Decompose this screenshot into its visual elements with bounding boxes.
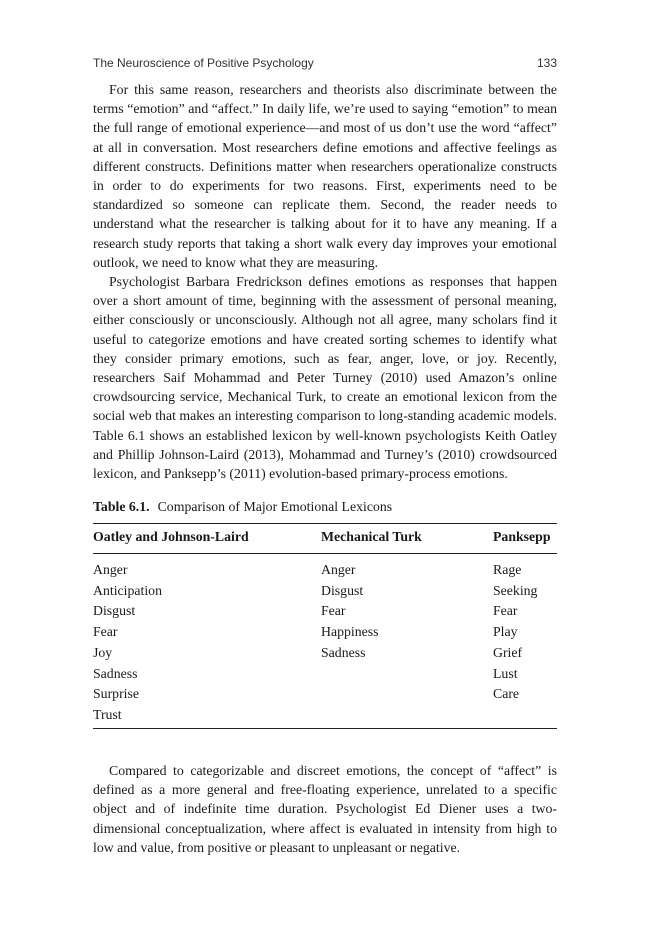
emotional-lexicons-table bbox=[93, 497, 557, 729]
table-row bbox=[93, 664, 557, 685]
column-header: Mechanical Turk bbox=[321, 524, 493, 554]
paragraph: Compared to categorizable and discreet emotions, the concept of “affect” is defined as a more general and free-floating experience, unrelated to a specific object and of indefinite time duration. Psychologist Ed Diener uses a two-dimensional conceptualization, where affect is evaluated in intensity from high to low and value, from positive or pleasant to unpleasant or negative. bbox=[93, 763, 557, 855]
table-cell: Fear bbox=[321, 603, 346, 619]
column-header: Panksepp bbox=[493, 524, 557, 554]
table-cell: Care bbox=[493, 686, 520, 702]
table-header-row bbox=[93, 524, 557, 554]
table-row bbox=[93, 581, 557, 602]
table-cell: Anger bbox=[321, 562, 356, 577]
table-cell: Fear bbox=[93, 624, 118, 640]
page-number: 133 bbox=[536, 56, 557, 70]
table-row bbox=[93, 705, 557, 728]
table-row bbox=[93, 554, 557, 581]
table-caption-number: Table 6.1. bbox=[93, 499, 150, 514]
table-cell: Trust bbox=[93, 706, 122, 722]
table-cell: Sadness bbox=[93, 665, 138, 681]
body-text-top bbox=[93, 80, 557, 483]
table-cell bbox=[321, 664, 493, 685]
lexicon-table bbox=[93, 523, 557, 729]
table-row bbox=[93, 601, 557, 622]
table-cell: Sadness bbox=[321, 644, 366, 660]
table-row bbox=[93, 684, 557, 705]
running-head bbox=[93, 56, 557, 70]
table-row bbox=[93, 643, 557, 664]
table-caption bbox=[93, 497, 557, 517]
table-cell: Anticipation bbox=[93, 582, 162, 598]
table-cell: Grief bbox=[493, 644, 523, 660]
table-cell: Lust bbox=[493, 665, 518, 681]
paragraph: For this same reason, researchers and theorists also discriminate between the terms “emotion” and “affect.” In daily life, we’re used to saying “emotion” to mean the full range of emotional experience—and most of us don’t use the word “affect” at all in conversation. Most researchers define emotions and affective feelings as different constructs. Definitions matter when researchers operationalize constructs in order to do experiments for two reasons. First, experiments need to be standardized so someone can replicate them. Second, the reader needs to understand what the researcher is talking about for it to have any meaning. If a research study reports that taking a short walk every day improves your emotional outlook, we need to know what they are measuring. bbox=[93, 82, 557, 270]
table-cell bbox=[321, 705, 493, 728]
table-cell: Fear bbox=[493, 603, 518, 619]
table-cell bbox=[493, 705, 557, 728]
table-caption-title: Comparison of Major Emotional Lexicons bbox=[157, 499, 393, 514]
table-cell: Play bbox=[493, 624, 518, 640]
table-cell: Joy bbox=[93, 644, 113, 660]
table-cell: Rage bbox=[493, 562, 522, 577]
table-cell: Disgust bbox=[93, 603, 136, 619]
table-cell: Anger bbox=[93, 562, 128, 577]
table-cell bbox=[321, 684, 493, 705]
paragraph: Psychologist Barbara Fredrickson defines emotions as responses that happen over a short amount of time, beginning with the assessment of personal meaning, either consciously or unconsciously. Although not all agree, many scholars find it useful to categorize emotions and have created sorting schemes to identify what they consider primary emotions, such as fear, anger, love, or joy. Recently, researchers Saif Mohammad and Peter Turney (2010) used Amazon’s online crowdsourcing service, Mechanical Turk, to create an emotional lexicon from the social web that makes an interesting comparison to long-standing academic models. Table 6.1 shows an established lexicon by well-known psychologists Keith Oatley and Phillip Johnson-Laird (2013), Mohammad and Turney’s (2010) crowdsourced lexicon, and Panksepp’s (2011) evolution-based primary-process emotions. bbox=[93, 274, 557, 482]
table-cell: Happiness bbox=[321, 624, 379, 640]
table-cell: Seeking bbox=[493, 582, 538, 598]
running-title: The Neuroscience of Positive Psychology bbox=[93, 56, 314, 70]
body-text-bottom bbox=[93, 761, 557, 857]
table-cell: Surprise bbox=[93, 686, 139, 702]
column-header: Oatley and Johnson-Laird bbox=[93, 524, 321, 554]
table-cell: Disgust bbox=[321, 582, 364, 598]
table-row bbox=[93, 622, 557, 643]
